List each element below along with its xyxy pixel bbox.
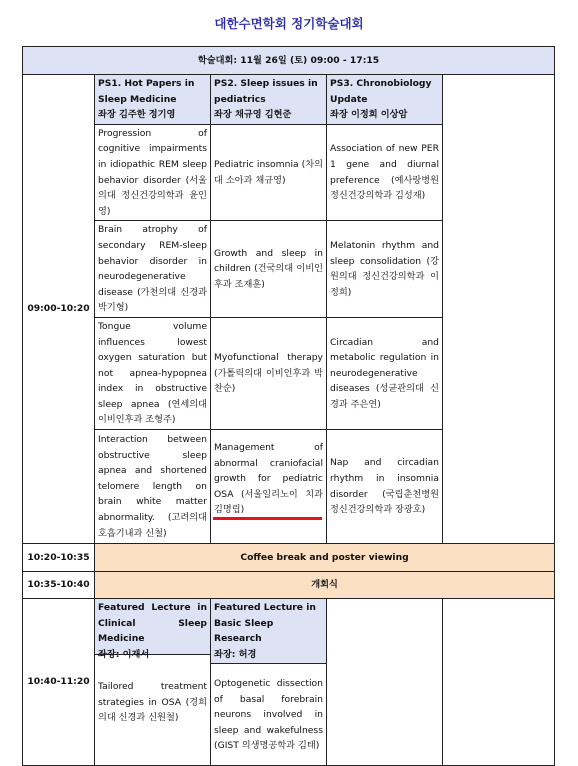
time-slot-1: 09:00-10:20 <box>23 75 95 544</box>
time-slot-coffee: 10:20-10:35 <box>23 544 95 572</box>
session-header-ps3: PS3. Chronobiology Update 좌장 이정희 이상암 <box>327 75 443 125</box>
coffee-break-cell: Coffee break and poster viewing <box>95 544 555 572</box>
schedule-table <box>22 46 555 766</box>
talk-cell: Pediatric insomnia (차의대 소아과 채규영) <box>211 124 327 221</box>
talk-cell: Tongue volume influences lowest oxygen saturation but not apnea-hypopnea index in obstructive sleep apnea (연세의대 이비인후과 조형주) <box>95 317 211 429</box>
talk-cell: Melatonin rhythm and sleep consolidation (강원의대 정신건강의학과 이정희) <box>327 221 443 318</box>
talk-cell: Interaction between obstructive sleep apnea and shortened telomere length on brain white matter abnormality. (고려의대 호흡기내과 신철) <box>95 430 211 544</box>
empty-cell <box>443 599 555 766</box>
empty-cell <box>443 75 555 544</box>
talk-cell: Brain atrophy of secondary REM-sleep behavior disorder in neurodegenerative disease (가천의대 신경과 박기형) <box>95 221 211 318</box>
talk-cell: Association of new PER 1 gene and diurnal preference (예사랑병원 정신건강의학과 김성재) <box>327 124 443 221</box>
session-header-ps1: PS1. Hot Papers in Sleep Medicine 좌장 김주한 정기영 <box>95 75 211 125</box>
talk-cell-highlighted: Management of abnormal craniofacial growth for pediatric OSA (서울일리노이 치과 김명립) <box>211 430 327 544</box>
schedule-header: 학술대회: 11월 26일 (토) 09:00 - 17:15 <box>23 47 555 75</box>
featured-lecture-basic-header: Featured Lecture in Basic Sleep Research 좌장: 허경 <box>211 599 327 664</box>
talk-cell: Myofunctional therapy (가톨릭의대 이비인후과 박찬순) <box>211 317 327 429</box>
time-slot-opening: 10:35-10:40 <box>23 572 95 599</box>
talk-cell: Tailored treatment strategies in OSA (경희의대 신경과 신원철) <box>98 681 207 724</box>
talk-cell: Progression of cognitive impairments in idiopathic REM sleep behavior disorder (서울의대 정신건강의학과 윤인영) <box>95 124 211 221</box>
featured-lecture-clinical: Featured Lecture in Clinical Sleep Medicine 좌장: 이재서 Tailored treatment strategies in OSA (경희의대 신경과 신원철) <box>95 599 211 766</box>
talk-cell: Optogenetic dissection of basal forebrain neurons involved in sleep and wakefulness (GIST 의생명공학과 김태) <box>211 664 327 766</box>
talk-cell: Circadian and metabolic regulation in neurodegenerative diseases (성균관의대 신경과 주은연) <box>327 317 443 429</box>
session-header-ps2: PS2. Sleep issues in pediatrics 좌장 채규영 김현준 <box>211 75 327 125</box>
opening-ceremony-cell: 개회식 <box>95 572 555 599</box>
empty-cell <box>327 599 443 766</box>
page-title: 대한수면학회 정기학술대회 <box>214 16 364 31</box>
talk-cell: Growth and sleep in children (건국의대 이비인후과 조재훈) <box>211 221 327 318</box>
talk-cell: Nap and circadian rhythm in insomnia disorder (국립춘천병원 정신건강의학과 장광호) <box>327 430 443 544</box>
red-underline <box>213 517 322 520</box>
time-slot-2: 10:40-11:20 <box>23 599 95 766</box>
